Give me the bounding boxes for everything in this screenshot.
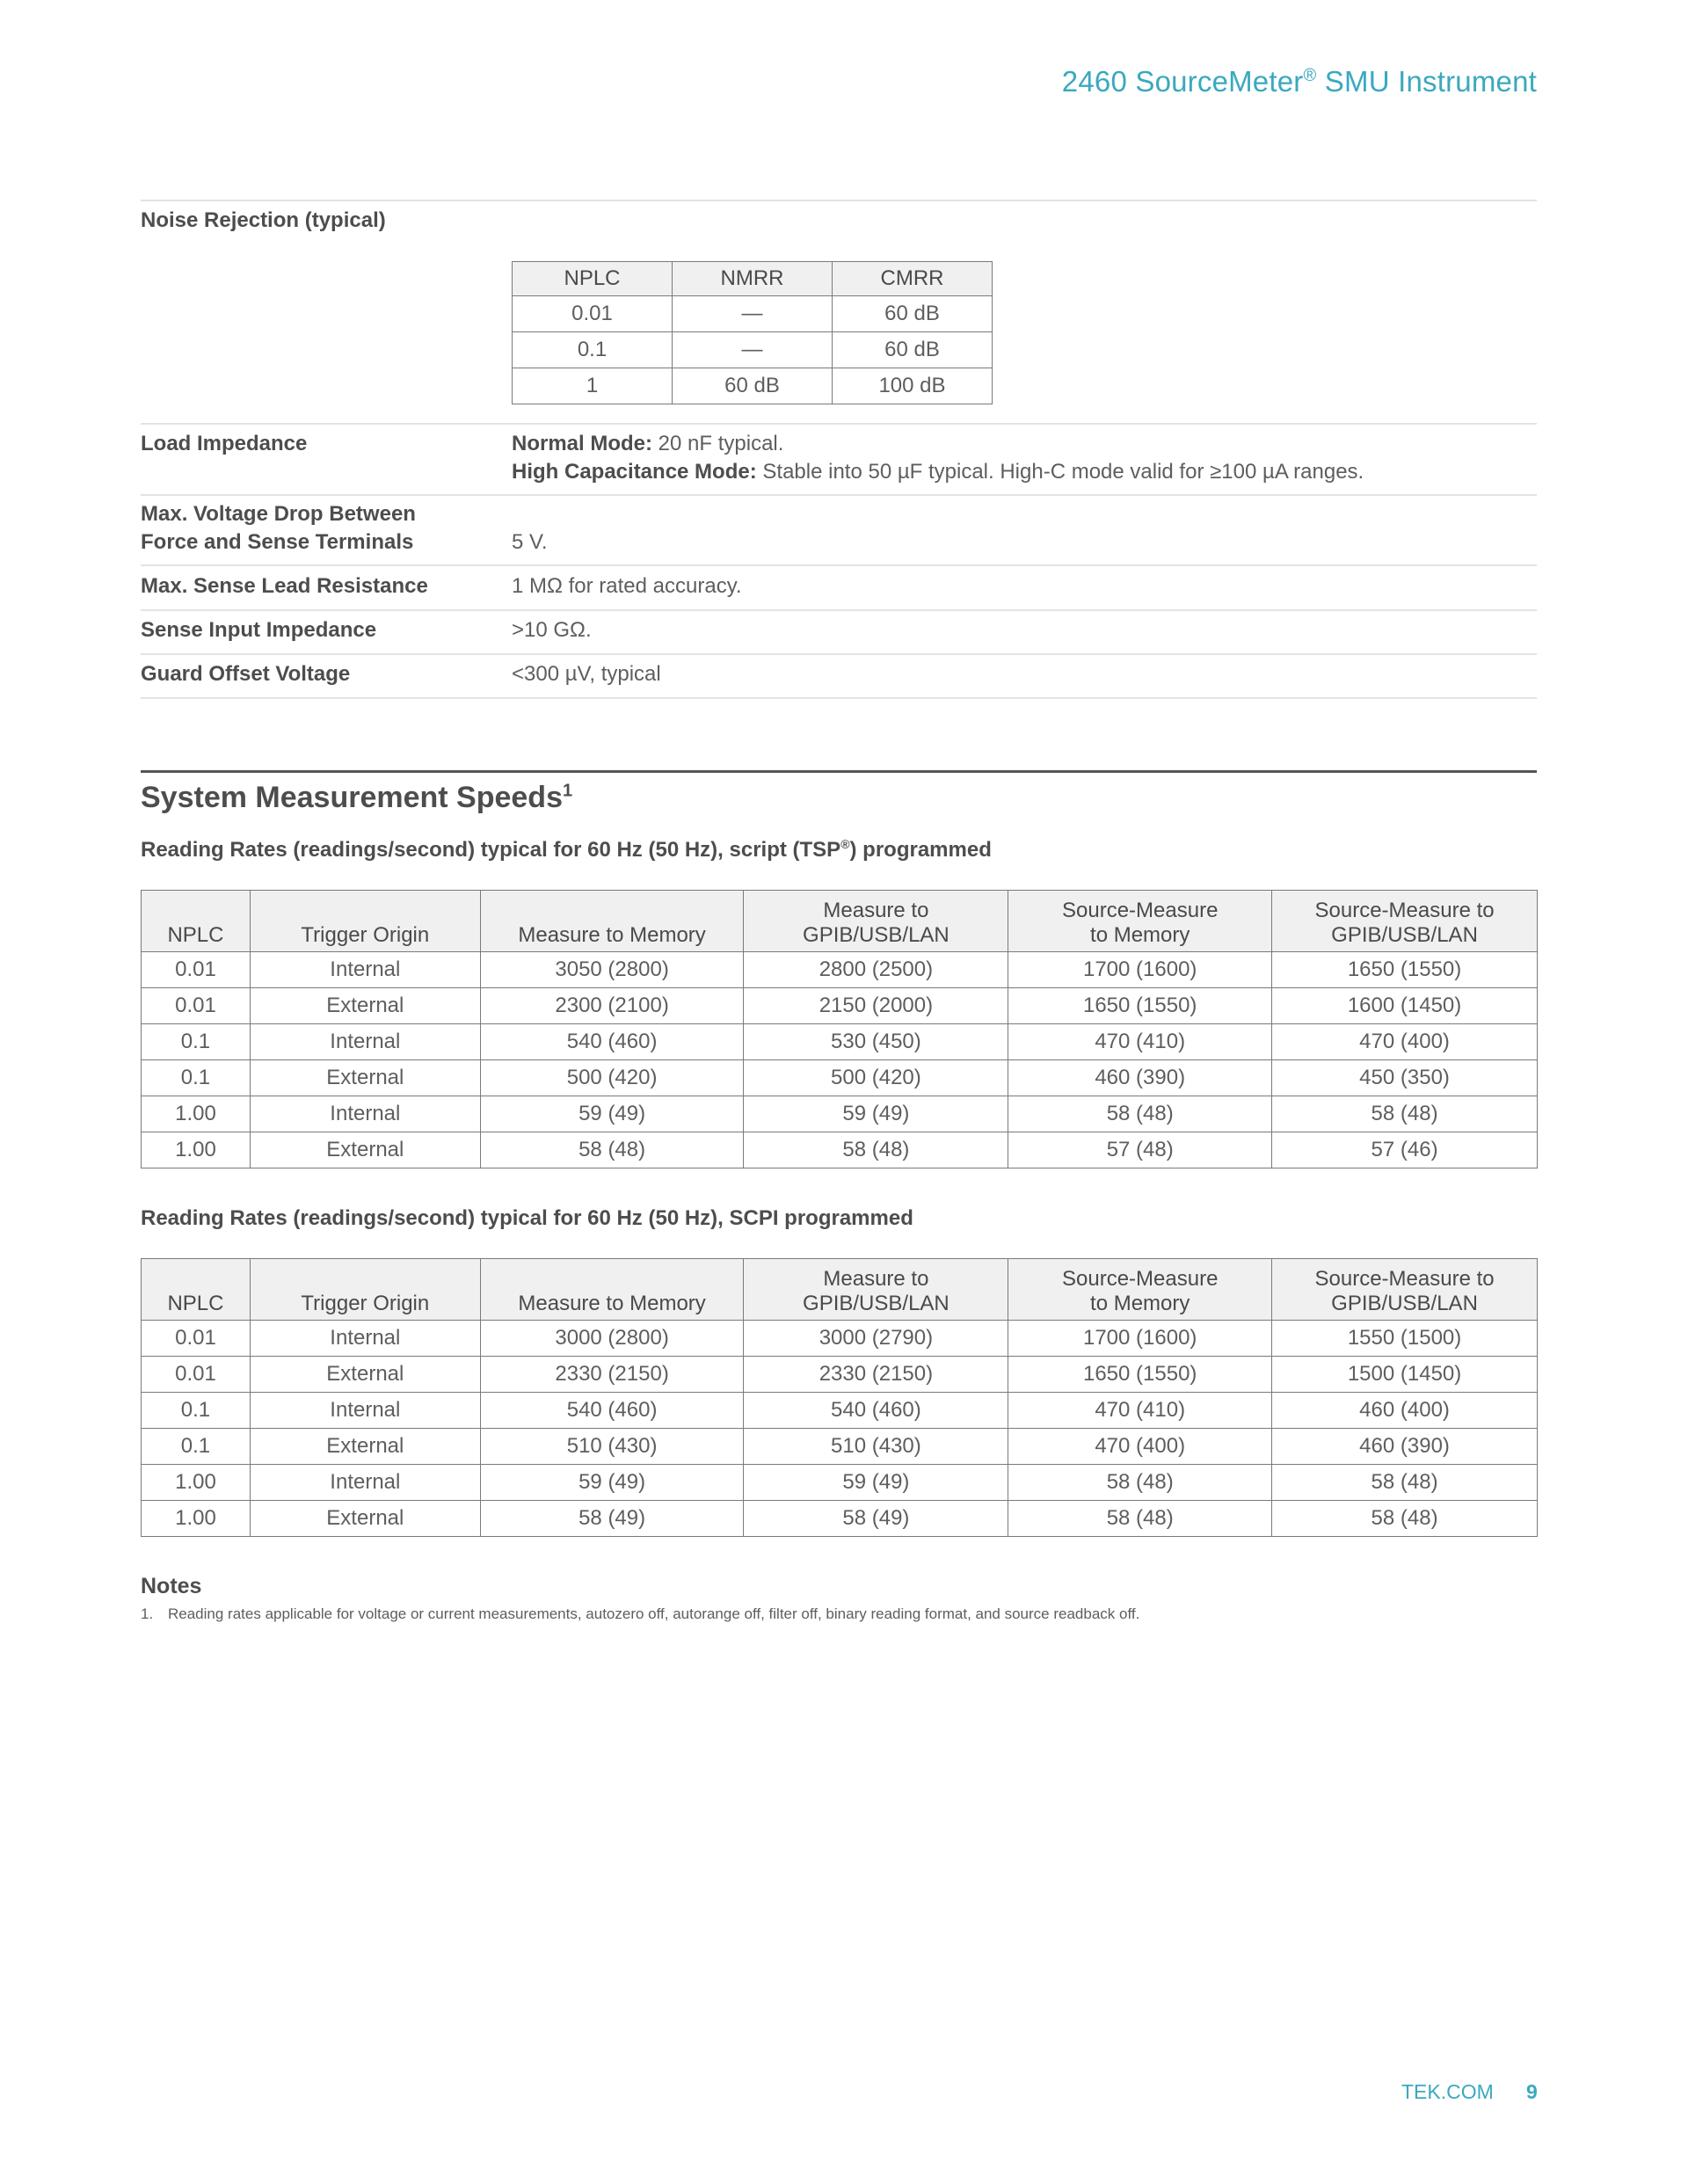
footnote-ref: 1 [562, 781, 573, 801]
divider [141, 200, 1537, 201]
column-header: CMRR [833, 262, 993, 296]
table-cell: 2330 (2150) [480, 1357, 744, 1393]
divider [141, 653, 1537, 655]
table-cell: 1.00 [142, 1096, 251, 1132]
table-cell: 460 (390) [1008, 1060, 1272, 1096]
spec-label-line: Max. Voltage Drop Between [141, 502, 416, 526]
table-cell: 3000 (2790) [744, 1321, 1008, 1357]
table-cell: 470 (400) [1272, 1024, 1538, 1060]
note-item [141, 1605, 1139, 1623]
column-header: Measure to Memory [480, 1259, 744, 1321]
column-header: Measure to GPIB/USB/LAN [744, 1259, 1008, 1321]
table-cell: 2150 (2000) [744, 988, 1008, 1024]
table-cell: 1.00 [142, 1465, 251, 1501]
table-cell: Internal [250, 1321, 480, 1357]
table-cell: 540 (460) [480, 1024, 744, 1060]
table-cell: 2800 (2500) [744, 952, 1008, 988]
column-header: Source-Measure to GPIB/USB/LAN [1272, 891, 1538, 952]
spec-label-line: Force and Sense Terminals [141, 530, 414, 554]
table-cell: 100 dB [833, 368, 993, 404]
table-cell: 59 (49) [480, 1465, 744, 1501]
table-cell: 0.01 [142, 988, 251, 1024]
table-row [513, 332, 993, 368]
notes-heading: Notes [141, 1574, 202, 1598]
column-header: Source-Measure to GPIB/USB/LAN [1272, 1259, 1538, 1321]
table-cell: 540 (460) [744, 1393, 1008, 1429]
column-header: NPLC [142, 1259, 251, 1321]
table-row [142, 1024, 1538, 1060]
table-cell: — [673, 332, 833, 368]
table-cell: 0.01 [142, 1357, 251, 1393]
table-cell: 58 (48) [1272, 1465, 1538, 1501]
scpi-table-caption: Reading Rates (readings/second) typical for 60 Hz (50 Hz), SCPI programmed [141, 1206, 913, 1230]
table-cell: External [250, 1429, 480, 1465]
registered-mark: ® [840, 837, 850, 851]
spec-line [512, 458, 1364, 486]
table-cell: 1.00 [142, 1132, 251, 1168]
table-cell: Internal [250, 952, 480, 988]
table-cell: 450 (350) [1272, 1060, 1538, 1096]
section-heading [141, 781, 572, 815]
table-cell: External [250, 1060, 480, 1096]
spec-label-noise-rejection: Noise Rejection (typical) [141, 208, 386, 232]
table-cell: 59 (49) [744, 1096, 1008, 1132]
column-header: Source-Measure to Memory [1008, 891, 1272, 952]
table-row [142, 1132, 1538, 1168]
note-number: 1. [141, 1605, 154, 1622]
divider [141, 494, 1537, 496]
column-header: NPLC [142, 891, 251, 952]
table-cell: 3050 (2800) [480, 952, 744, 988]
column-header: Trigger Origin [250, 1259, 480, 1321]
table-cell: 0.1 [142, 1429, 251, 1465]
table-cell: — [673, 296, 833, 332]
divider [141, 697, 1537, 699]
table-cell: 58 (48) [744, 1132, 1008, 1168]
table-row [142, 988, 1538, 1024]
table-cell: 58 (48) [1008, 1501, 1272, 1537]
noise-rejection-table [512, 261, 993, 404]
table-row [142, 952, 1538, 988]
spec-value-load-impedance [512, 430, 1364, 486]
table-cell: 510 (430) [744, 1429, 1008, 1465]
column-header: NPLC [513, 262, 673, 296]
spec-value-sense-input-impedance: >10 GΩ. [512, 618, 592, 642]
table-cell: 530 (450) [744, 1024, 1008, 1060]
tsp-reading-rates-table [141, 890, 1538, 1168]
table-cell: 510 (430) [480, 1429, 744, 1465]
column-header: Measure to GPIB/USB/LAN [744, 891, 1008, 952]
divider [141, 564, 1537, 566]
table-row [142, 1393, 1538, 1429]
table-cell: 57 (48) [1008, 1132, 1272, 1168]
table-cell: 470 (410) [1008, 1393, 1272, 1429]
section-divider [141, 770, 1537, 773]
table-cell: 0.1 [142, 1024, 251, 1060]
table-cell: External [250, 1501, 480, 1537]
column-header: Measure to Memory [480, 891, 744, 952]
table-cell: 58 (48) [1008, 1465, 1272, 1501]
table-cell: Internal [250, 1024, 480, 1060]
table-cell: 0.1 [142, 1060, 251, 1096]
table-cell: 0.1 [142, 1393, 251, 1429]
footer-website-link[interactable]: TEK.COM [1401, 2080, 1494, 2103]
table-cell: 0.1 [513, 332, 673, 368]
spec-label-max-voltage-drop [141, 500, 416, 557]
table-cell: 59 (49) [480, 1096, 744, 1132]
note-text: Reading rates applicable for voltage or current measurements, autozero off, autorange off, filter off, binary reading format, and source readback off. [168, 1605, 1140, 1622]
spec-line-key: High Capacitance Mode: [512, 460, 757, 484]
table-row [142, 1501, 1538, 1537]
table-cell: 58 (48) [1272, 1501, 1538, 1537]
divider [141, 609, 1537, 611]
spec-line-text: 20 nF typical. [652, 432, 784, 455]
table-cell: 58 (49) [480, 1501, 744, 1537]
document-title [1062, 65, 1537, 98]
table-cell: Internal [250, 1393, 480, 1429]
table-cell: 0.01 [513, 296, 673, 332]
table-header-row [142, 1259, 1538, 1321]
table-cell: 58 (48) [480, 1132, 744, 1168]
table-row [142, 1060, 1538, 1096]
spec-line [512, 430, 1364, 458]
table-cell: External [250, 1357, 480, 1393]
table-cell: 1 [513, 368, 673, 404]
spec-label-sense-input-impedance: Sense Input Impedance [141, 618, 377, 642]
table-cell: 60 dB [833, 296, 993, 332]
spec-label-load-impedance: Load Impedance [141, 432, 308, 455]
table-body [142, 1321, 1538, 1537]
page-number: 9 [1526, 2080, 1538, 2103]
table-row [142, 1096, 1538, 1132]
table-cell: 1600 (1450) [1272, 988, 1538, 1024]
table-cell: 1.00 [142, 1501, 251, 1537]
column-header: Trigger Origin [250, 891, 480, 952]
table-cell: 1500 (1450) [1272, 1357, 1538, 1393]
table-cell: 460 (390) [1272, 1429, 1538, 1465]
table-header-row [513, 262, 993, 296]
table-cell: 1650 (1550) [1272, 952, 1538, 988]
table-cell: External [250, 1132, 480, 1168]
table-cell: 59 (49) [744, 1465, 1008, 1501]
table-cell: 1650 (1550) [1008, 1357, 1272, 1393]
table-cell: 460 (400) [1272, 1393, 1538, 1429]
table-cell: 500 (420) [480, 1060, 744, 1096]
table-cell: Internal [250, 1096, 480, 1132]
registered-mark: ® [1303, 66, 1317, 85]
document-title-suffix: SMU Instrument [1316, 65, 1537, 98]
caption-text: Reading Rates (readings/second) typical for 60 Hz (50 Hz), script (TSP [141, 838, 841, 862]
table-cell: External [250, 988, 480, 1024]
table-row [513, 368, 993, 404]
table-cell: 1650 (1550) [1008, 988, 1272, 1024]
table-cell: 58 (48) [1008, 1096, 1272, 1132]
table-cell: 540 (460) [480, 1393, 744, 1429]
table-cell: 0.01 [142, 1321, 251, 1357]
spec-value-guard-offset-voltage: <300 µV, typical [512, 662, 661, 686]
column-header: Source-Measure to Memory [1008, 1259, 1272, 1321]
spec-line-key: Normal Mode: [512, 432, 653, 455]
table-cell: Internal [250, 1465, 480, 1501]
section-title: System Measurement Speeds [141, 781, 563, 814]
table-row [142, 1465, 1538, 1501]
document-title-main: 2460 SourceMeter [1061, 65, 1304, 98]
table-row [513, 296, 993, 332]
table-cell: 470 (410) [1008, 1024, 1272, 1060]
tsp-table-caption [141, 838, 992, 863]
table-cell: 60 dB [673, 368, 833, 404]
table-cell: 58 (49) [744, 1501, 1008, 1537]
table-cell: 60 dB [833, 332, 993, 368]
table-cell: 2330 (2150) [744, 1357, 1008, 1393]
table-row [142, 1357, 1538, 1393]
spec-label-max-sense-lead-resistance: Max. Sense Lead Resistance [141, 574, 428, 598]
spec-label-guard-offset-voltage: Guard Offset Voltage [141, 662, 351, 686]
table-row [142, 1429, 1538, 1465]
table-cell: 500 (420) [744, 1060, 1008, 1096]
column-header: NMRR [673, 262, 833, 296]
spec-value-max-sense-lead-resistance: 1 MΩ for rated accuracy. [512, 574, 742, 598]
caption-text: ) programmed [849, 838, 992, 862]
table-cell: 1700 (1600) [1008, 952, 1272, 988]
table-cell: 2300 (2100) [480, 988, 744, 1024]
table-header-row [142, 891, 1538, 952]
table-cell: 1550 (1500) [1272, 1321, 1538, 1357]
table-row [142, 1321, 1538, 1357]
table-cell: 57 (46) [1272, 1132, 1538, 1168]
table-cell: 1700 (1600) [1008, 1321, 1272, 1357]
spec-line-text: Stable into 50 µF typical. High-C mode valid for ≥100 µA ranges. [756, 460, 1364, 484]
spec-value-max-voltage-drop: 5 V. [512, 530, 548, 554]
divider [141, 423, 1537, 425]
table-cell: 470 (400) [1008, 1429, 1272, 1465]
scpi-reading-rates-table [141, 1258, 1538, 1537]
table-cell: 0.01 [142, 952, 251, 988]
table-cell: 3000 (2800) [480, 1321, 744, 1357]
table-body [142, 952, 1538, 1168]
table-cell: 58 (48) [1272, 1096, 1538, 1132]
